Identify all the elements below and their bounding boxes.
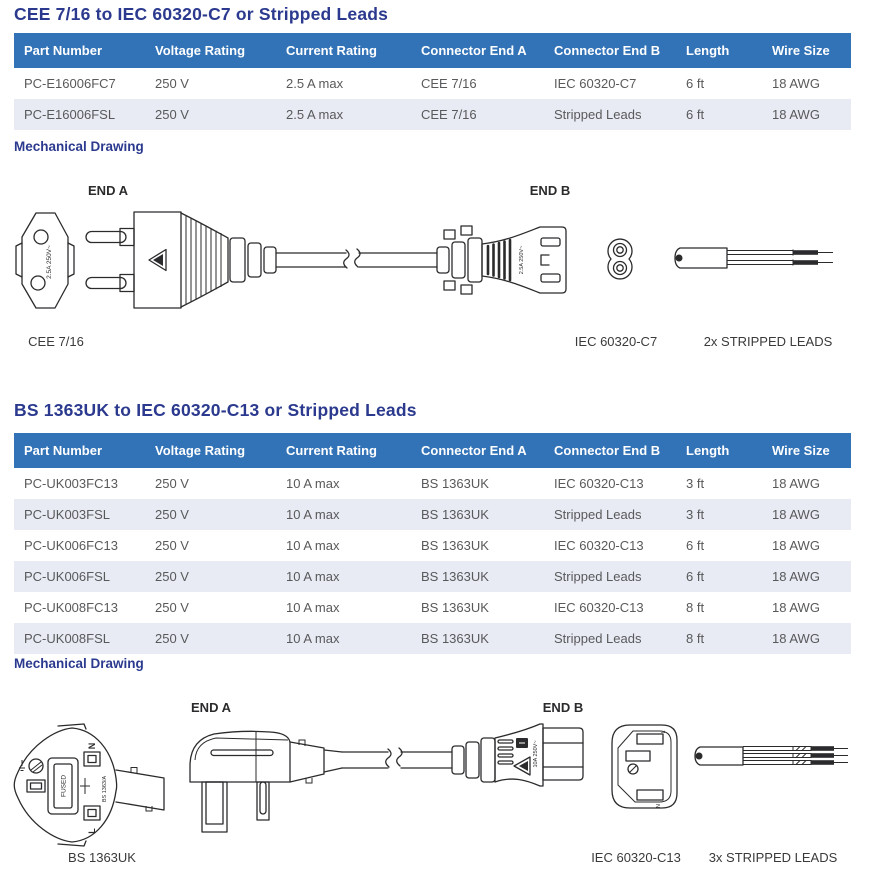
column-header: Wire Size: [762, 433, 851, 468]
table-cell: 18 AWG: [762, 530, 851, 561]
stripped-leads-3x-caption: 3x STRIPPED LEADS: [708, 850, 838, 865]
neutral-pin-label: N: [87, 742, 97, 750]
table-cell: Stripped Leads: [544, 561, 676, 592]
table-cell: Stripped Leads: [544, 623, 676, 654]
table-cell: 2.5 A max: [276, 68, 411, 99]
table-cell: BS 1363UK: [411, 561, 544, 592]
column-header: Current Rating: [276, 33, 411, 68]
table-cell: PC-UK003FSL: [14, 499, 145, 530]
table-cell: 3 ft: [676, 468, 762, 499]
table-cell: 250 V: [145, 468, 276, 499]
column-header: Length: [676, 33, 762, 68]
table-cell: 18 AWG: [762, 468, 851, 499]
table-cell: 18 AWG: [762, 99, 851, 130]
table-cell: 250 V: [145, 623, 276, 654]
table-cell: 6 ft: [676, 561, 762, 592]
mechanical-drawing-heading: Mechanical Drawing: [14, 139, 144, 154]
table-cell: PC-UK006FC13: [14, 530, 145, 561]
table-cell: 10 A max: [276, 468, 411, 499]
table-cell: PC-UK008FC13: [14, 592, 145, 623]
table-cell: 10 A max: [276, 623, 411, 654]
stripped-leads-2x-view: [675, 248, 833, 268]
c13-rating-marking: 10A 250V~: [533, 740, 539, 768]
table-row: [14, 623, 851, 654]
table-row: [14, 561, 851, 592]
table-cell: CEE 7/16: [411, 68, 544, 99]
table-row: [14, 530, 851, 561]
table-cell: 10 A max: [276, 530, 411, 561]
table-cell: BS 1363UK: [411, 623, 544, 654]
cee716-face-view: [16, 213, 74, 308]
table-cell: 250 V: [145, 592, 276, 623]
table-cell: PC-UK003FC13: [14, 468, 145, 499]
column-header: Connector End B: [544, 433, 676, 468]
table-cell: BS 1363UK: [411, 468, 544, 499]
table-cell: 3 ft: [676, 499, 762, 530]
cee716-caption: CEE 7/16: [28, 334, 84, 349]
table-cell: 18 AWG: [762, 592, 851, 623]
table-cell: 250 V: [145, 499, 276, 530]
spec-table: [14, 33, 851, 130]
table-cell: BS 1363UK: [411, 592, 544, 623]
table-header-row: [14, 433, 851, 468]
table-cell: PC-UK008FSL: [14, 623, 145, 654]
bs1363-caption: BS 1363UK: [68, 850, 136, 865]
table-body: [14, 468, 851, 654]
column-header: Connector End A: [411, 433, 544, 468]
table-cell: 18 AWG: [762, 68, 851, 99]
table-row: [14, 468, 851, 499]
table-cell: 18 AWG: [762, 623, 851, 654]
table-cell: 250 V: [145, 530, 276, 561]
table-cell: 2.5 A max: [276, 99, 411, 130]
table-cell: PC-UK006FSL: [14, 561, 145, 592]
end-a-label: END A: [88, 183, 128, 198]
bs1363-standard-marking: BS 1363/A: [102, 775, 108, 803]
table-cell: 18 AWG: [762, 499, 851, 530]
iec-c7-face-view: [608, 239, 632, 279]
table-row: [14, 99, 851, 130]
live-pin-label: L: [87, 828, 97, 834]
stripped-leads-2x-caption: 2x STRIPPED LEADS: [703, 334, 833, 349]
bs1363-side-view: [190, 731, 402, 832]
column-header: Current Rating: [276, 433, 411, 468]
column-header: Voltage Rating: [145, 433, 276, 468]
cee716-rating-marking: 2.5A 250V~: [46, 245, 53, 279]
section-title: CEE 7/16 to IEC 60320-C7 or Stripped Leads: [14, 4, 389, 24]
column-header: Connector End B: [544, 33, 676, 68]
table-cell: 10 A max: [276, 592, 411, 623]
iec-c7-side-view: [359, 226, 566, 294]
column-header: Part Number: [14, 433, 145, 468]
column-header: Voltage Rating: [145, 33, 276, 68]
c13-live-label: L: [661, 730, 667, 734]
bs1363-to-c13-drawing: [0, 690, 873, 874]
column-header: Part Number: [14, 33, 145, 68]
table-cell: IEC 60320-C13: [544, 530, 676, 561]
table-cell: 250 V: [145, 68, 276, 99]
column-header: Wire Size: [762, 33, 851, 68]
table-cell: PC-E16006FSL: [14, 99, 145, 130]
table-cell: BS 1363UK: [411, 530, 544, 561]
table-cell: PC-E16006FC7: [14, 68, 145, 99]
c7-rating-marking: 2.5A 250V~: [519, 245, 525, 275]
mechanical-drawing-heading: Mechanical Drawing: [14, 656, 144, 671]
spec-table: [14, 433, 851, 654]
table-cell: IEC 60320-C7: [544, 68, 676, 99]
column-header: Connector End A: [411, 33, 544, 68]
table-cell: 10 A max: [276, 561, 411, 592]
table-row: [14, 592, 851, 623]
cee716-side-view: [86, 212, 360, 308]
end-b-label: END B: [542, 700, 584, 715]
bs1363-face-view: [14, 724, 164, 846]
c13-caption: IEC 60320-C13: [591, 850, 681, 865]
column-header: Length: [676, 433, 762, 468]
table-cell: Stripped Leads: [544, 99, 676, 130]
table-header-row: [14, 33, 851, 68]
table-cell: 6 ft: [676, 530, 762, 561]
table-row: [14, 499, 851, 530]
table-cell: BS 1363UK: [411, 499, 544, 530]
stripped-leads-3x-view: [695, 746, 848, 765]
table-cell: IEC 60320-C13: [544, 592, 676, 623]
table-cell: IEC 60320-C13: [544, 468, 676, 499]
iec-c13-face-view: [612, 725, 677, 808]
section-title: BS 1363UK to IEC 60320-C13 or Stripped Leads: [14, 400, 417, 420]
table-cell: 10 A max: [276, 499, 411, 530]
table-cell: 250 V: [145, 561, 276, 592]
table-cell: CEE 7/16: [411, 99, 544, 130]
table-cell: 6 ft: [676, 68, 762, 99]
table-body: [14, 68, 851, 130]
end-a-label: END A: [191, 700, 231, 715]
cee716-to-c7-drawing: [0, 180, 873, 365]
fuse-marking: FUSED: [60, 774, 68, 798]
table-row: [14, 68, 851, 99]
c13-neutral-label: N: [656, 804, 662, 808]
table-cell: 250 V: [145, 99, 276, 130]
table-cell: 8 ft: [676, 623, 762, 654]
table-cell: 8 ft: [676, 592, 762, 623]
c7-caption: IEC 60320-C7: [574, 334, 658, 349]
end-b-label: END B: [529, 183, 571, 198]
table-cell: Stripped Leads: [544, 499, 676, 530]
table-cell: 6 ft: [676, 99, 762, 130]
table-cell: 18 AWG: [762, 561, 851, 592]
iec-c13-side-view: [401, 724, 583, 786]
